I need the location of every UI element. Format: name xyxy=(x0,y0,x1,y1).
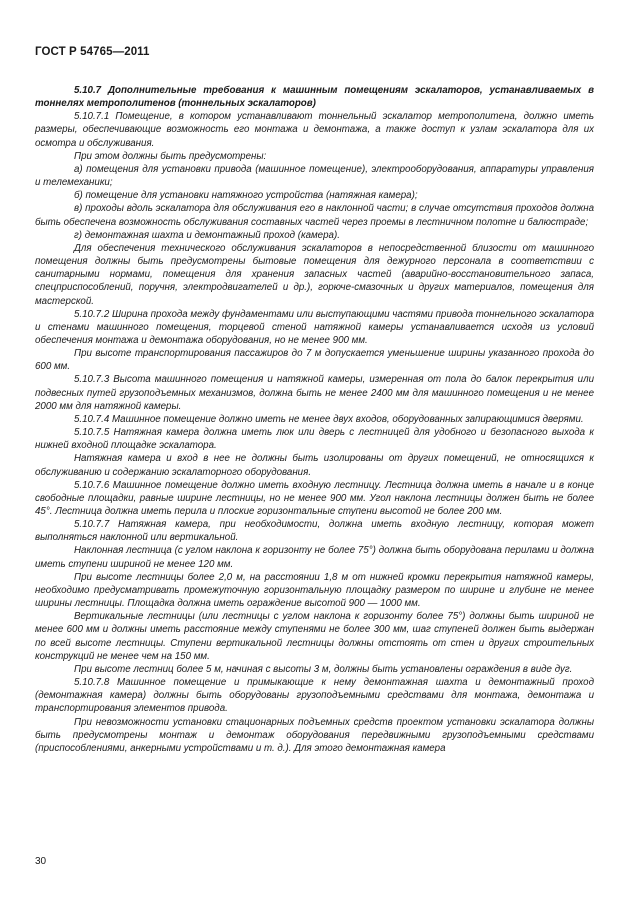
paragraph: Наклонная лестница (с углом наклона к горизонту не более 75°) должна быть оборудована перилами и должна иметь ступени шириной не менее 120 мм. xyxy=(35,545,594,570)
paragraph: 5.10.7.5 Натяжная камера должна иметь люк или дверь с лестницей для удобного и безопасного выхода к нижней входной площадке эскалатора. xyxy=(35,427,594,452)
paragraph: Для обеспечения технического обслуживания эскалаторов в непосредственной близости от машинного помещения должны быть предусмотрены бытовые помещения для дежурного персонала в соответствии с санитарными нормами, помещения для хранения запасных частей (аварийно-восстановительного запаса, спецприспособлений, поручня, электродвигателей и др.), горюче-смазочных и других материалов, помещения для мастерской. xyxy=(35,242,594,307)
list-item: б) помещение для установки натяжного устройства (натяжная камера); xyxy=(74,190,418,202)
section-title: 5.10.7 Дополнительные требования к машинным помещениям эскалаторов, устанавливаемых в тоннелях метрополитенов (тоннельных эскалаторов) xyxy=(35,85,594,110)
paragraph: 5.10.7.6 Машинное помещение должно иметь входную лестницу. Лестница должна иметь в начале и в конце свободные площадки, равные ширине лестницы, но не менее 900 мм. Угол наклона лестницы должен быть не более 45°. Лестница должна иметь перила и плоские горизонтальные ступени высотой не более 200 мм. xyxy=(35,479,594,517)
list-item: а) помещения для установки привода (машинное помещение), электрооборудования, аппаратуры управления и телемеханики; xyxy=(35,163,594,189)
paragraph: При высоте лестницы более 2,0 м, на расстоянии 1,8 м от нижней кромки перекрытия натяжной камеры, необходимо предусматривать промежуточную горизонтальную площадку размером по ширине и глубине не менее ширины лестницы. Площадка должна иметь ограждение высотой 900 — 1000 мм. xyxy=(35,571,594,610)
paragraph: 5.10.7.3 Высота машинного помещения и натяжной камеры, измеренная от пола до балок перекрытия или подвесных путей грузоподъемных механизмов, должна быть не менее 2400 мм для машинного помещения и не менее 2000 мм для натяжной камеры. xyxy=(35,374,594,412)
paragraph: Натяжная камера и вход в нее не должны быть изолированы от других помещений, не относящихся к обслуживанию и содержанию эскалаторного оборудования. xyxy=(35,453,594,478)
paragraph: При высоте транспортирования пассажиров до 7 м допускается уменьшение ширины указанного прохода до 600 мм. xyxy=(35,348,594,373)
paragraph: 5.10.7.2 Ширина прохода между фундаментами или выступающими частями привода тоннельного эскалатора и стенами машинного помещения, торцевой стеной натяжной камеры устанавливается исходя из условий обеспечения монтажа и демонтажа оборудования, но не менее 900 мм. xyxy=(35,308,594,346)
document-header: ГОСТ Р 54765—2011 xyxy=(35,46,150,58)
paragraph: 5.10.7.1 Помещение, в котором устанавливают тоннельный эскалатор метрополитена, должно иметь размеры, обеспечивающие возможность его монтажа и демонтажа, а также доступ к узлам эскалатора для их осмотра и обслуживания. xyxy=(35,111,594,149)
paragraph: Вертикальные лестницы (или лестницы с углом наклона к горизонту более 75°) должны быть шириной не менее 600 мм и должны иметь расстояние между ступенями не более 300 мм, шаг ступеней должен быть выдержан по всей высоте лестницы. Ступени вертикальной лестницы должны отстоять от стен и других строительных конструкций не менее чем на 150 мм. xyxy=(35,611,594,662)
paragraph: 5.10.7.4 Машинное помещение должно иметь не менее двух входов, оборудованных запирающимися дверями. xyxy=(74,413,584,425)
page-number: 30 xyxy=(35,856,47,867)
paragraph: 5.10.7.8 Машинное помещение и примыкающие к нему демонтажная шахта и демонтажный проход (демонтажная камера) должны быть оборудованы грузоподъемными средствами для монтажа, демонтажа и транспортирования элементов привода. xyxy=(35,677,594,715)
paragraph: 5.10.7.7 Натяжная камера, при необходимости, должна иметь входную лестницу, которая может выполняться наклонной или вертикальной. xyxy=(35,519,594,544)
paragraph: При этом должны быть предусмотрены: xyxy=(74,150,267,162)
paragraph: При высоте лестниц более 5 м, начиная с высоты 3 м, должны быть установлены ограждения в виде дуг. xyxy=(74,663,573,675)
list-item: в) проходы вдоль эскалатора для обслуживания его в наклонной части; в случае отсутствия проходов должна быть обеспечена возможность обслуживания составных частей через проемы в лестничном полотне и балюстраде; xyxy=(35,203,594,228)
document-body xyxy=(35,84,594,755)
paragraph: При невозможности установки стационарных подъемных средств проектом установки эскалатора должны быть предусмотрены монтаж и демонтаж оборудования передвижными грузоподъемными средствами (приспособлениями, анкерными устройствами и т. д.). Для этого демонтажная камера xyxy=(35,716,594,754)
list-item: г) демонтажная шахта и демонтажный проход (камера). xyxy=(74,229,340,241)
